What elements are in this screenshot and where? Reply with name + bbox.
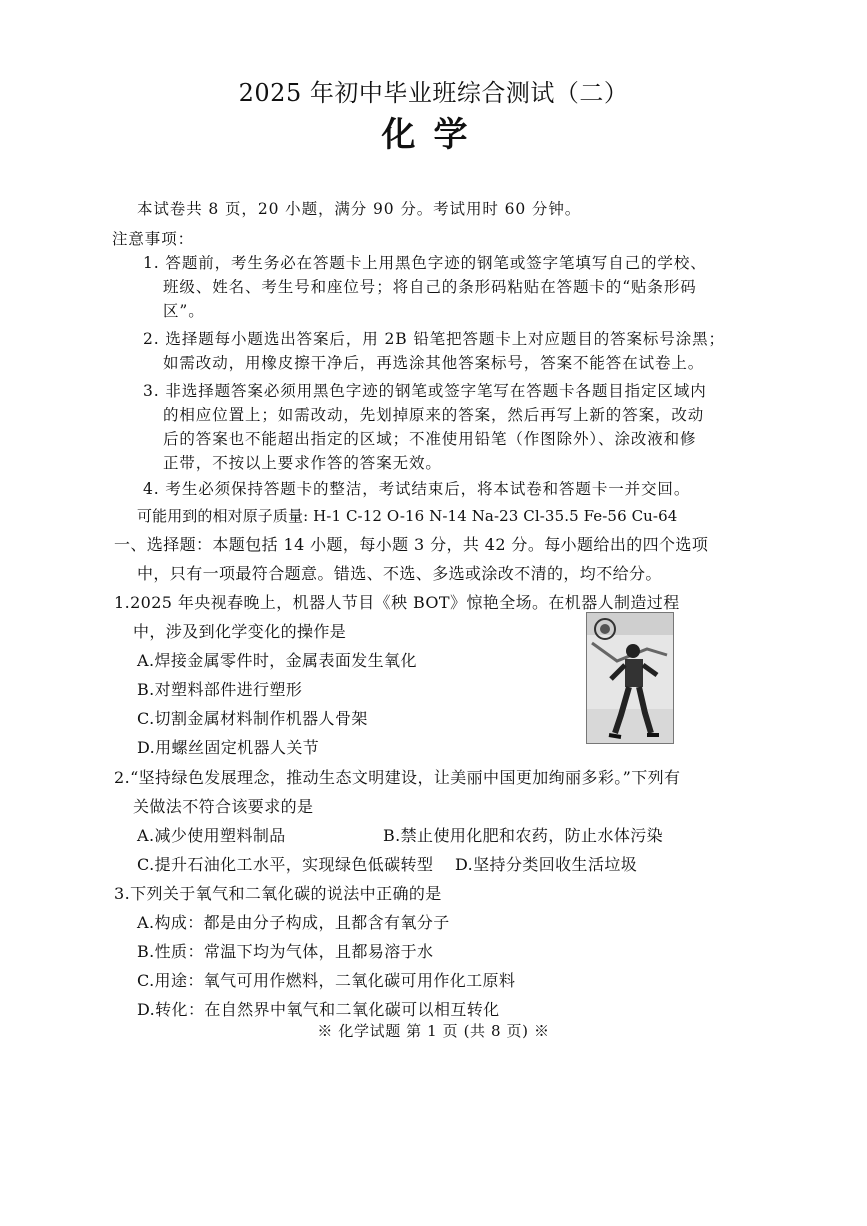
option: B.性质：常温下均为气体，且都易溶于水 <box>137 942 434 961</box>
option: D.转化：在自然界中氧气和二氧化碳可以相互转化 <box>137 1000 500 1019</box>
robot-dance-photo <box>586 612 674 744</box>
notice-line: 4. 考生必须保持答题卡的整洁，考试结束后，将本试卷和答题卡一并交回。 <box>143 480 691 498</box>
option: B.禁止使用化肥和农药，防止水体污染 <box>383 826 664 845</box>
notice-line: 1. 答题前，考生务必在答题卡上用黑色字迹的钢笔或签字笔填写自己的学校、 <box>143 254 707 272</box>
option: A.减少使用塑料制品 <box>137 826 286 845</box>
option: B.对塑料部件进行塑形 <box>137 680 303 699</box>
option: C.切割金属材料制作机器人骨架 <box>137 709 368 728</box>
robot-figure-icon <box>587 613 673 743</box>
exam-title: 2025 年初中毕业班综合测试（二） <box>238 79 629 107</box>
question-stem: 1.2025 年央视春晚上，机器人节目《秧 BOT》惊艳全场。在机器人制造过程 <box>114 593 680 612</box>
option: A.构成：都是由分子构成，且都含有氧分子 <box>137 913 450 932</box>
page-footer: ※ 化学试题 第 1 页 (共 8 页) ※ <box>317 1022 550 1040</box>
exam-intro: 本试卷共 8 页，20 小题，满分 90 分。考试用时 60 分钟。 <box>137 200 582 218</box>
exam-subject: 化学 <box>381 115 486 155</box>
option: D.坚持分类回收生活垃圾 <box>455 855 638 874</box>
question-stem: 2.“坚持绿色发展理念，推动生态文明建设，让美丽中国更加绚丽多彩。”下列有 <box>114 768 681 787</box>
notice-line: 后的答案也不能超出指定的区域；不准使用铅笔（作图除外）、涂改液和修 <box>163 430 697 448</box>
notice-line: 的相应位置上；如需改动，先划掉原来的答案，然后再写上新的答案，改动 <box>163 406 705 424</box>
section-heading-cont: 中，只有一项最符合题意。错选、不选、多选或涂改不清的，均不给分。 <box>137 564 662 583</box>
notice-line: 如需改动，用橡皮擦干净后，再选涂其他答案标号，答案不能答在试卷上。 <box>163 354 705 372</box>
option: D.用螺丝固定机器人关节 <box>137 738 320 757</box>
section-heading: 一、选择题：本题包括 14 小题，每小题 3 分，共 42 分。每小题给出的四个选项 <box>114 535 709 554</box>
atomic-mass-line: 可能用到的相对原子质量: H-1 C-12 O-16 N-14 Na-23 Cl-35.5 Fe-56 Cu-64 <box>137 507 678 525</box>
option: C.提升石油化工水平，实现绿色低碳转型 <box>137 855 434 874</box>
question-stem: 关做法不符合该要求的是 <box>133 797 314 816</box>
notice-line: 3. 非选择题答案必须用黑色字迹的钢笔或签字笔写在答题卡各题目指定区域内 <box>143 382 707 400</box>
option: C.用途：氧气可用作燃料，二氧化碳可用作化工原料 <box>137 971 516 990</box>
notice-line: 班级、姓名、考生号和座位号；将自己的条形码粘贴在答题卡的“贴条形码 <box>163 278 697 296</box>
option: A.焊接金属零件时，金属表面发生氧化 <box>137 651 417 670</box>
notice-line: 区”。 <box>163 302 205 320</box>
question-stem: 3.下列关于氧气和二氧化碳的说法中正确的是 <box>114 884 442 903</box>
notice-line: 2. 选择题每小题选出答案后，用 2B 铅笔把答题卡上对应题目的答案标号涂黑； <box>143 330 725 348</box>
question-stem: 中，涉及到化学变化的操作是 <box>133 622 347 641</box>
notice-heading: 注意事项： <box>112 230 195 248</box>
notice-line: 正带，不按以上要求作答的答案无效。 <box>163 454 442 472</box>
